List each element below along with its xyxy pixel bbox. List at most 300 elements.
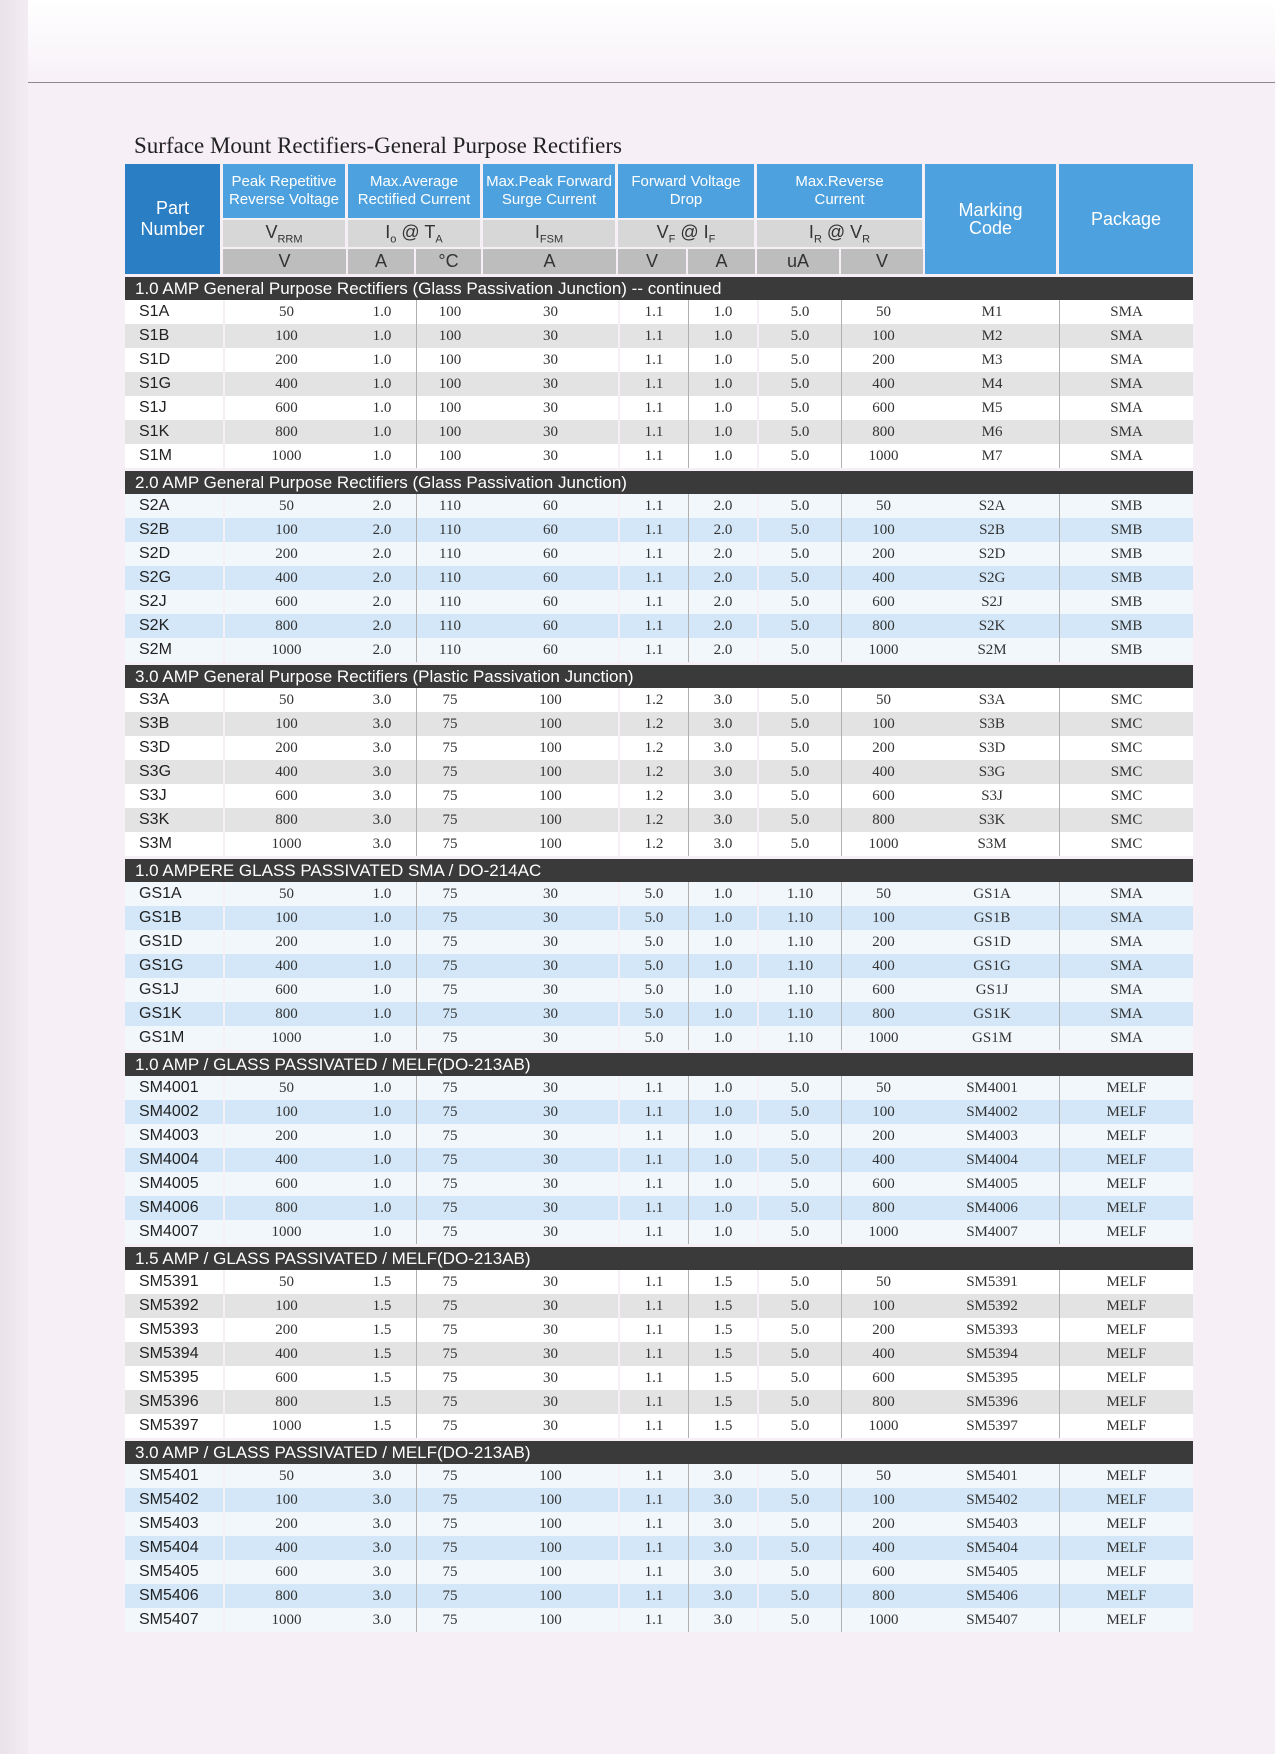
cell-ifsm: 30 <box>483 1270 618 1294</box>
cell-ir: 1.10 <box>757 954 841 978</box>
cell-if: 2.0 <box>688 638 757 662</box>
cell-package: MELF <box>1059 1584 1193 1608</box>
cell-marking-code: SM4003 <box>925 1124 1059 1148</box>
cell-marking-code: SM4002 <box>925 1100 1059 1124</box>
cell-ifsm: 30 <box>483 1100 618 1124</box>
table-row <box>125 1366 1193 1390</box>
cell-ir: 5.0 <box>757 348 841 372</box>
cell-if: 1.0 <box>688 1076 757 1100</box>
symbol-vrrm: $V_{RRM}$ <box>223 218 348 247</box>
cell-vrrm: 600 <box>223 590 348 614</box>
cell-vrrm: 100 <box>223 906 348 930</box>
table-row <box>125 420 1193 444</box>
cell-part-number: S1J <box>125 396 223 420</box>
cell-vr: 100 <box>841 1100 925 1124</box>
cell-io: 3.0 <box>348 784 416 808</box>
cell-part-number: S1A <box>125 300 223 324</box>
unit-vrrm: V <box>223 247 348 274</box>
cell-ifsm: 100 <box>483 808 618 832</box>
cell-if: 1.5 <box>688 1294 757 1318</box>
cell-package: MELF <box>1059 1342 1193 1366</box>
cell-marking-code: M4 <box>925 372 1059 396</box>
table-row <box>125 1512 1193 1536</box>
cell-vr: 50 <box>841 494 925 518</box>
cell-io: 3.0 <box>348 1608 416 1632</box>
cell-package: SMA <box>1059 300 1193 324</box>
cell-io: 3.0 <box>348 1512 416 1536</box>
cell-ifsm: 100 <box>483 688 618 712</box>
cell-marking-code: S3B <box>925 712 1059 736</box>
table-row <box>125 1124 1193 1148</box>
cell-marking-code: SM5397 <box>925 1414 1059 1438</box>
cell-vrrm: 200 <box>223 1512 348 1536</box>
cell-marking-code: SM4007 <box>925 1220 1059 1244</box>
cell-vf: 5.0 <box>618 906 688 930</box>
table-row <box>125 1100 1193 1124</box>
table-row <box>125 614 1193 638</box>
cell-vr: 1000 <box>841 444 925 468</box>
section-header <box>125 1441 1193 1464</box>
cell-io: 1.5 <box>348 1414 416 1438</box>
cell-marking-code: M5 <box>925 396 1059 420</box>
cell-io: 3.0 <box>348 832 416 856</box>
cell-if: 1.0 <box>688 978 757 1002</box>
cell-package: MELF <box>1059 1512 1193 1536</box>
cell-marking-code: GS1B <box>925 906 1059 930</box>
cell-io: 3.0 <box>348 1488 416 1512</box>
cell-part-number: S2J <box>125 590 223 614</box>
cell-part-number: S2A <box>125 494 223 518</box>
cell-ir: 1.10 <box>757 882 841 906</box>
cell-part-number: S1M <box>125 444 223 468</box>
cell-vr: 800 <box>841 614 925 638</box>
table-row <box>125 832 1193 856</box>
cell-vrrm: 1000 <box>223 1608 348 1632</box>
cell-part-number: GS1J <box>125 978 223 1002</box>
section-header <box>125 277 1193 300</box>
section-header <box>125 1053 1193 1076</box>
cell-marking-code: SM5392 <box>925 1294 1059 1318</box>
cell-ta: 75 <box>416 760 483 784</box>
cell-ta: 75 <box>416 1488 483 1512</box>
cell-io: 1.0 <box>348 1220 416 1244</box>
cell-marking-code: SM5403 <box>925 1512 1059 1536</box>
cell-marking-code: SM5395 <box>925 1366 1059 1390</box>
cell-ifsm: 30 <box>483 324 618 348</box>
cell-marking-code: GS1A <box>925 882 1059 906</box>
cell-part-number: S2K <box>125 614 223 638</box>
table-row <box>125 300 1193 324</box>
table-row <box>125 1076 1193 1100</box>
cell-part-number: SM5395 <box>125 1366 223 1390</box>
table-row <box>125 882 1193 906</box>
cell-ir: 5.0 <box>757 1318 841 1342</box>
cell-package: SMA <box>1059 396 1193 420</box>
cell-vr: 200 <box>841 736 925 760</box>
table-row <box>125 784 1193 808</box>
cell-io: 1.0 <box>348 1100 416 1124</box>
cell-io: 1.0 <box>348 882 416 906</box>
cell-package: SMA <box>1059 906 1193 930</box>
cell-part-number: SM5402 <box>125 1488 223 1512</box>
table-row <box>125 542 1193 566</box>
table-row <box>125 638 1193 662</box>
cell-ir: 5.0 <box>757 1148 841 1172</box>
cell-vrrm: 100 <box>223 1488 348 1512</box>
cell-io: 2.0 <box>348 590 416 614</box>
cell-package: SMA <box>1059 954 1193 978</box>
cell-io: 3.0 <box>348 760 416 784</box>
cell-vr: 200 <box>841 542 925 566</box>
cell-if: 1.0 <box>688 930 757 954</box>
cell-ir: 5.0 <box>757 518 841 542</box>
cell-marking-code: M1 <box>925 300 1059 324</box>
table-row <box>125 1560 1193 1584</box>
cell-vr: 1000 <box>841 1414 925 1438</box>
header-marking-code: Marking Code <box>925 164 1059 274</box>
cell-part-number: SM5406 <box>125 1584 223 1608</box>
cell-marking-code: SM5394 <box>925 1342 1059 1366</box>
cell-ir: 5.0 <box>757 1366 841 1390</box>
cell-package: MELF <box>1059 1220 1193 1244</box>
cell-ta: 75 <box>416 1294 483 1318</box>
section-header <box>125 665 1193 688</box>
cell-marking-code: S2D <box>925 542 1059 566</box>
cell-part-number: SM5392 <box>125 1294 223 1318</box>
cell-marking-code: M7 <box>925 444 1059 468</box>
table-row <box>125 348 1193 372</box>
cell-ifsm: 30 <box>483 300 618 324</box>
cell-vf: 1.1 <box>618 1318 688 1342</box>
cell-vrrm: 400 <box>223 760 348 784</box>
cell-if: 1.5 <box>688 1366 757 1390</box>
cell-ifsm: 30 <box>483 1196 618 1220</box>
cell-io: 2.0 <box>348 638 416 662</box>
cell-io: 1.0 <box>348 348 416 372</box>
table-row <box>125 1294 1193 1318</box>
header-package: Package <box>1059 164 1193 274</box>
cell-vrrm: 1000 <box>223 1220 348 1244</box>
cell-ifsm: 30 <box>483 1366 618 1390</box>
cell-ir: 5.0 <box>757 1076 841 1100</box>
cell-io: 1.0 <box>348 978 416 1002</box>
cell-vf: 1.1 <box>618 590 688 614</box>
cell-ta: 75 <box>416 1342 483 1366</box>
header-io-label: Max.Average Rectified Current <box>348 164 483 218</box>
cell-marking-code: S2A <box>925 494 1059 518</box>
cell-ifsm: 60 <box>483 518 618 542</box>
cell-io: 1.5 <box>348 1318 416 1342</box>
cell-ifsm: 30 <box>483 1414 618 1438</box>
cell-vr: 800 <box>841 1002 925 1026</box>
cell-vf: 1.1 <box>618 396 688 420</box>
cell-ta: 100 <box>416 444 483 468</box>
cell-ir: 5.0 <box>757 1124 841 1148</box>
cell-vrrm: 800 <box>223 1584 348 1608</box>
cell-if: 1.0 <box>688 300 757 324</box>
cell-vf: 5.0 <box>618 1002 688 1026</box>
cell-vrrm: 600 <box>223 1366 348 1390</box>
cell-vr: 1000 <box>841 832 925 856</box>
table-row <box>125 590 1193 614</box>
cell-ir: 5.0 <box>757 712 841 736</box>
cell-ifsm: 30 <box>483 1124 618 1148</box>
table-row <box>125 1196 1193 1220</box>
cell-io: 3.0 <box>348 1536 416 1560</box>
cell-ta: 75 <box>416 1026 483 1050</box>
table-row <box>125 324 1193 348</box>
cell-marking-code: GS1D <box>925 930 1059 954</box>
cell-ta: 75 <box>416 736 483 760</box>
table-row <box>125 760 1193 784</box>
cell-marking-code: S3D <box>925 736 1059 760</box>
cell-package: SMA <box>1059 930 1193 954</box>
table-row <box>125 930 1193 954</box>
cell-marking-code: SM5396 <box>925 1390 1059 1414</box>
section-title: 1.0 AMP / GLASS PASSIVATED / MELF(DO-213AB) <box>125 1053 1193 1076</box>
cell-ifsm: 60 <box>483 566 618 590</box>
cell-ta: 75 <box>416 1584 483 1608</box>
unit-if: A <box>688 247 757 274</box>
cell-vrrm: 200 <box>223 1318 348 1342</box>
cell-vr: 1000 <box>841 1608 925 1632</box>
cell-if: 3.0 <box>688 1560 757 1584</box>
cell-package: SMB <box>1059 542 1193 566</box>
cell-if: 3.0 <box>688 760 757 784</box>
cell-ifsm: 100 <box>483 736 618 760</box>
cell-ifsm: 30 <box>483 372 618 396</box>
cell-vf: 1.1 <box>618 1536 688 1560</box>
table-row <box>125 1390 1193 1414</box>
cell-ifsm: 60 <box>483 590 618 614</box>
cell-if: 2.0 <box>688 566 757 590</box>
cell-ifsm: 30 <box>483 1294 618 1318</box>
cell-ta: 75 <box>416 1196 483 1220</box>
cell-if: 1.5 <box>688 1414 757 1438</box>
cell-package: MELF <box>1059 1536 1193 1560</box>
cell-marking-code: GS1J <box>925 978 1059 1002</box>
cell-marking-code: SM4006 <box>925 1196 1059 1220</box>
cell-vf: 1.1 <box>618 1196 688 1220</box>
cell-vr: 400 <box>841 1342 925 1366</box>
cell-marking-code: SM5393 <box>925 1318 1059 1342</box>
cell-ifsm: 100 <box>483 1584 618 1608</box>
cell-vrrm: 400 <box>223 1536 348 1560</box>
cell-package: SMC <box>1059 808 1193 832</box>
cell-marking-code: S3G <box>925 760 1059 784</box>
cell-if: 3.0 <box>688 1536 757 1560</box>
cell-ifsm: 30 <box>483 1026 618 1050</box>
cell-part-number: SM5401 <box>125 1464 223 1488</box>
page-title: Surface Mount Rectifiers-General Purpose Rectifiers <box>134 133 622 158</box>
cell-ta: 75 <box>416 1100 483 1124</box>
cell-vr: 100 <box>841 1294 925 1318</box>
cell-ta: 75 <box>416 808 483 832</box>
cell-part-number: S3B <box>125 712 223 736</box>
cell-vr: 100 <box>841 518 925 542</box>
table-row <box>125 1536 1193 1560</box>
cell-package: MELF <box>1059 1608 1193 1632</box>
cell-marking-code: M6 <box>925 420 1059 444</box>
cell-vr: 50 <box>841 1076 925 1100</box>
cell-marking-code: S3J <box>925 784 1059 808</box>
rectifier-spec-table <box>125 164 1193 1632</box>
cell-package: MELF <box>1059 1270 1193 1294</box>
table-row <box>125 954 1193 978</box>
cell-part-number: GS1B <box>125 906 223 930</box>
table-row <box>125 736 1193 760</box>
cell-vr: 600 <box>841 978 925 1002</box>
header-ir-label: Max.Reverse Current <box>757 164 925 218</box>
cell-part-number: SM5397 <box>125 1414 223 1438</box>
cell-if: 1.0 <box>688 1124 757 1148</box>
cell-if: 1.0 <box>688 1026 757 1050</box>
cell-ta: 110 <box>416 542 483 566</box>
cell-package: SMC <box>1059 712 1193 736</box>
cell-ifsm: 30 <box>483 1002 618 1026</box>
cell-ir: 1.10 <box>757 1002 841 1026</box>
cell-part-number: S3M <box>125 832 223 856</box>
cell-vrrm: 800 <box>223 614 348 638</box>
cell-ir: 5.0 <box>757 808 841 832</box>
table-row <box>125 1270 1193 1294</box>
cell-ir: 5.0 <box>757 300 841 324</box>
cell-ir: 5.0 <box>757 396 841 420</box>
cell-part-number: S3G <box>125 760 223 784</box>
cell-ifsm: 30 <box>483 1172 618 1196</box>
cell-if: 3.0 <box>688 1488 757 1512</box>
cell-if: 3.0 <box>688 784 757 808</box>
cell-ifsm: 100 <box>483 1512 618 1536</box>
cell-io: 1.0 <box>348 1026 416 1050</box>
table-row <box>125 1148 1193 1172</box>
cell-ir: 5.0 <box>757 760 841 784</box>
cell-vrrm: 400 <box>223 1342 348 1366</box>
cell-vf: 1.1 <box>618 1608 688 1632</box>
cell-ifsm: 100 <box>483 784 618 808</box>
cell-io: 1.0 <box>348 372 416 396</box>
cell-vr: 100 <box>841 324 925 348</box>
cell-vr: 400 <box>841 1536 925 1560</box>
cell-io: 1.5 <box>348 1342 416 1366</box>
cell-io: 3.0 <box>348 1584 416 1608</box>
cell-package: SMA <box>1059 324 1193 348</box>
header-part-number: Part Number <box>125 164 223 274</box>
cell-ifsm: 60 <box>483 614 618 638</box>
cell-package: MELF <box>1059 1318 1193 1342</box>
cell-ir: 5.0 <box>757 1294 841 1318</box>
cell-part-number: SM5407 <box>125 1608 223 1632</box>
cell-io: 1.0 <box>348 300 416 324</box>
cell-vr: 50 <box>841 882 925 906</box>
table-row <box>125 978 1193 1002</box>
cell-vrrm: 600 <box>223 1560 348 1584</box>
cell-vf: 1.1 <box>618 1488 688 1512</box>
cell-if: 3.0 <box>688 832 757 856</box>
cell-ta: 100 <box>416 348 483 372</box>
cell-if: 1.0 <box>688 1148 757 1172</box>
symbol-ifsm: $I_{FSM}$ <box>483 218 618 247</box>
cell-io: 3.0 <box>348 712 416 736</box>
cell-vf: 5.0 <box>618 978 688 1002</box>
cell-ir: 5.0 <box>757 1196 841 1220</box>
cell-io: 1.0 <box>348 906 416 930</box>
cell-ta: 75 <box>416 1560 483 1584</box>
table-row <box>125 712 1193 736</box>
table-row <box>125 1342 1193 1366</box>
cell-vr: 1000 <box>841 1220 925 1244</box>
section-title: 3.0 AMP General Purpose Rectifiers (Plastic Passivation Junction) <box>125 665 1193 688</box>
table-row <box>125 1414 1193 1438</box>
cell-vf: 1.1 <box>618 1390 688 1414</box>
cell-vrrm: 100 <box>223 1100 348 1124</box>
cell-vrrm: 1000 <box>223 832 348 856</box>
cell-vf: 1.1 <box>618 1414 688 1438</box>
cell-package: SMA <box>1059 1026 1193 1050</box>
cell-ta: 75 <box>416 1414 483 1438</box>
cell-ifsm: 30 <box>483 978 618 1002</box>
cell-ifsm: 60 <box>483 494 618 518</box>
cell-vr: 800 <box>841 1196 925 1220</box>
cell-ir: 5.0 <box>757 1220 841 1244</box>
cell-ta: 75 <box>416 1390 483 1414</box>
cell-vrrm: 1000 <box>223 1026 348 1050</box>
cell-vrrm: 100 <box>223 1294 348 1318</box>
cell-ta: 75 <box>416 1366 483 1390</box>
cell-ifsm: 30 <box>483 930 618 954</box>
cell-part-number: SM5405 <box>125 1560 223 1584</box>
cell-vf: 1.1 <box>618 1076 688 1100</box>
unit-vr: V <box>841 247 925 274</box>
cell-ir: 1.10 <box>757 1026 841 1050</box>
cell-package: MELF <box>1059 1464 1193 1488</box>
cell-vf: 1.1 <box>618 1366 688 1390</box>
cell-if: 1.0 <box>688 882 757 906</box>
cell-package: SMA <box>1059 444 1193 468</box>
cell-package: SMA <box>1059 420 1193 444</box>
cell-vf: 1.1 <box>618 542 688 566</box>
cell-ta: 75 <box>416 1464 483 1488</box>
table-row <box>125 1220 1193 1244</box>
cell-vf: 1.2 <box>618 688 688 712</box>
cell-vf: 1.2 <box>618 784 688 808</box>
cell-marking-code: SM5401 <box>925 1464 1059 1488</box>
cell-ir: 5.0 <box>757 736 841 760</box>
cell-vrrm: 50 <box>223 882 348 906</box>
cell-io: 1.0 <box>348 1172 416 1196</box>
cell-if: 1.0 <box>688 906 757 930</box>
cell-ifsm: 30 <box>483 348 618 372</box>
cell-ifsm: 100 <box>483 1560 618 1584</box>
cell-vrrm: 1000 <box>223 1414 348 1438</box>
cell-vr: 600 <box>841 396 925 420</box>
section-title: 1.5 AMP / GLASS PASSIVATED / MELF(DO-213AB) <box>125 1247 1193 1270</box>
cell-part-number: GS1D <box>125 930 223 954</box>
cell-io: 3.0 <box>348 1464 416 1488</box>
cell-marking-code: M3 <box>925 348 1059 372</box>
cell-ir: 5.0 <box>757 1560 841 1584</box>
cell-ifsm: 60 <box>483 638 618 662</box>
cell-package: SMB <box>1059 638 1193 662</box>
cell-ir: 5.0 <box>757 832 841 856</box>
cell-ta: 100 <box>416 396 483 420</box>
cell-vf: 1.1 <box>618 324 688 348</box>
cell-vr: 400 <box>841 566 925 590</box>
cell-vrrm: 800 <box>223 1196 348 1220</box>
cell-ir: 5.0 <box>757 784 841 808</box>
cell-io: 1.0 <box>348 444 416 468</box>
cell-ifsm: 30 <box>483 396 618 420</box>
